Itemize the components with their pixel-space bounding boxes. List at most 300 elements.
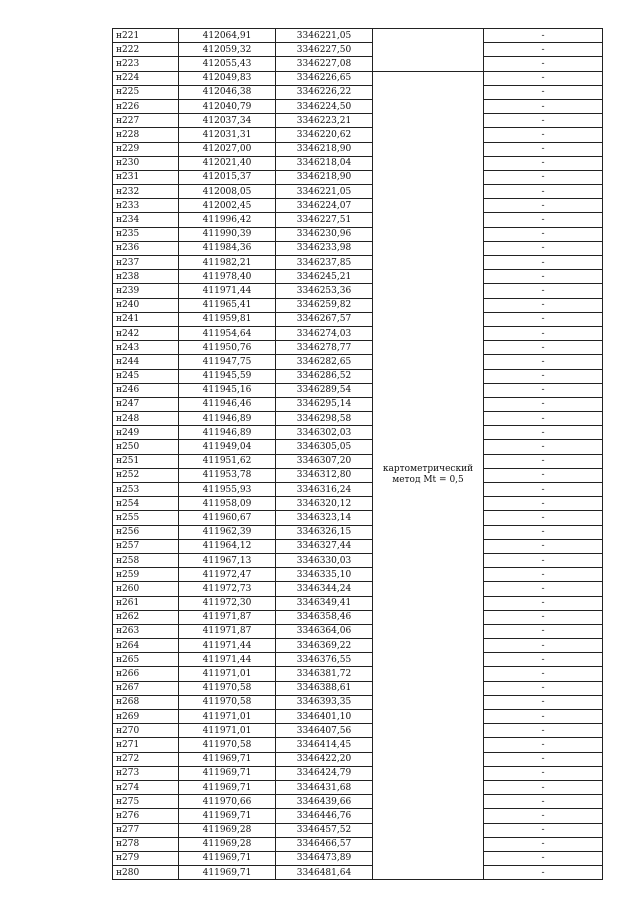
y-coordinate-cell: 3346253,36 [276, 284, 373, 298]
point-id-cell: н271 [113, 738, 179, 752]
y-coordinate-cell: 3346439,66 [276, 795, 373, 809]
y-coordinate-cell: 3346289,54 [276, 383, 373, 397]
point-id-cell: н228 [113, 128, 179, 142]
point-id-cell: н244 [113, 355, 179, 369]
y-coordinate-cell: 3346233,98 [276, 241, 373, 255]
y-coordinate-cell: 3346245,21 [276, 270, 373, 284]
x-coordinate-cell: 411955,93 [179, 483, 276, 497]
y-coordinate-cell: 3346358,46 [276, 610, 373, 624]
point-id-cell: н264 [113, 639, 179, 653]
y-coordinate-cell: 3346267,57 [276, 312, 373, 326]
table-row [113, 227, 603, 241]
x-coordinate-cell: 412027,00 [179, 142, 276, 156]
point-id-cell: н223 [113, 57, 179, 71]
description-cell: - [484, 610, 603, 624]
description-cell: - [484, 582, 603, 596]
description-cell: - [484, 156, 603, 170]
x-coordinate-cell: 412037,34 [179, 114, 276, 128]
x-coordinate-cell: 411996,42 [179, 213, 276, 227]
point-id-cell: н276 [113, 809, 179, 823]
table-row [113, 128, 603, 142]
description-cell: - [484, 766, 603, 780]
description-cell: - [484, 71, 603, 85]
table-row [113, 284, 603, 298]
description-cell: - [484, 241, 603, 255]
y-coordinate-cell: 3346218,04 [276, 156, 373, 170]
point-id-cell: н234 [113, 213, 179, 227]
description-cell: - [484, 170, 603, 184]
y-coordinate-cell: 3346401,10 [276, 710, 373, 724]
x-coordinate-cell: 411946,89 [179, 426, 276, 440]
y-coordinate-cell: 3346274,03 [276, 326, 373, 340]
x-coordinate-cell: 412021,40 [179, 156, 276, 170]
x-coordinate-cell: 411969,71 [179, 809, 276, 823]
description-cell: - [484, 227, 603, 241]
table-row [113, 355, 603, 369]
table-row [113, 142, 603, 156]
y-coordinate-cell: 3346307,20 [276, 454, 373, 468]
point-id-cell: н247 [113, 397, 179, 411]
y-coordinate-cell: 3346224,50 [276, 99, 373, 113]
description-cell: - [484, 312, 603, 326]
point-id-cell: н252 [113, 468, 179, 482]
table-row [113, 511, 603, 525]
description-cell: - [484, 326, 603, 340]
table-row [113, 710, 603, 724]
coordinates-table [112, 28, 603, 880]
description-cell: - [484, 837, 603, 851]
description-cell: - [484, 851, 603, 865]
table-row [113, 752, 603, 766]
y-coordinate-cell: 3346364,06 [276, 624, 373, 638]
table-row [113, 43, 603, 57]
table-row [113, 653, 603, 667]
x-coordinate-cell: 411949,04 [179, 440, 276, 454]
point-id-cell: н263 [113, 624, 179, 638]
point-id-cell: н275 [113, 795, 179, 809]
y-coordinate-cell: 3346414,45 [276, 738, 373, 752]
table-row [113, 639, 603, 653]
x-coordinate-cell: 411972,47 [179, 568, 276, 582]
description-cell: - [484, 624, 603, 638]
x-coordinate-cell: 411971,01 [179, 724, 276, 738]
x-coordinate-cell: 412008,05 [179, 185, 276, 199]
table-row [113, 241, 603, 255]
table-row [113, 85, 603, 99]
point-id-cell: н224 [113, 71, 179, 85]
point-id-cell: н250 [113, 440, 179, 454]
point-id-cell: н256 [113, 525, 179, 539]
x-coordinate-cell: 412031,31 [179, 128, 276, 142]
x-coordinate-cell: 411971,44 [179, 639, 276, 653]
table-row [113, 468, 603, 482]
description-cell: - [484, 341, 603, 355]
point-id-cell: н273 [113, 766, 179, 780]
table-row [113, 596, 603, 610]
point-id-cell: н229 [113, 142, 179, 156]
point-id-cell: н278 [113, 837, 179, 851]
table-row [113, 383, 603, 397]
point-id-cell: н254 [113, 497, 179, 511]
x-coordinate-cell: 411958,09 [179, 497, 276, 511]
x-coordinate-cell: 411965,41 [179, 298, 276, 312]
x-coordinate-cell: 411984,36 [179, 241, 276, 255]
description-cell: - [484, 57, 603, 71]
point-id-cell: н238 [113, 270, 179, 284]
x-coordinate-cell: 411969,28 [179, 823, 276, 837]
point-id-cell: н274 [113, 780, 179, 794]
x-coordinate-cell: 412015,37 [179, 170, 276, 184]
point-id-cell: н237 [113, 256, 179, 270]
x-coordinate-cell: 411964,12 [179, 539, 276, 553]
description-cell: - [484, 695, 603, 709]
table-row [113, 298, 603, 312]
y-coordinate-cell: 3346305,05 [276, 440, 373, 454]
point-id-cell: н277 [113, 823, 179, 837]
x-coordinate-cell: 412002,45 [179, 199, 276, 213]
point-id-cell: н259 [113, 568, 179, 582]
point-id-cell: н233 [113, 199, 179, 213]
x-coordinate-cell: 411953,78 [179, 468, 276, 482]
x-coordinate-cell: 411946,46 [179, 397, 276, 411]
table-row [113, 553, 603, 567]
table-row [113, 695, 603, 709]
point-id-cell: н267 [113, 681, 179, 695]
point-id-cell: н226 [113, 99, 179, 113]
description-cell: - [484, 199, 603, 213]
x-coordinate-cell: 411945,16 [179, 383, 276, 397]
description-cell: - [484, 142, 603, 156]
point-id-cell: н231 [113, 170, 179, 184]
y-coordinate-cell: 3346227,51 [276, 213, 373, 227]
y-coordinate-cell: 3346326,15 [276, 525, 373, 539]
y-coordinate-cell: 3346286,52 [276, 369, 373, 383]
y-coordinate-cell: 3346220,62 [276, 128, 373, 142]
point-id-cell: н246 [113, 383, 179, 397]
description-cell: - [484, 298, 603, 312]
table-row [113, 312, 603, 326]
description-cell: - [484, 809, 603, 823]
table-row [113, 823, 603, 837]
x-coordinate-cell: 412064,91 [179, 29, 276, 43]
description-cell: - [484, 369, 603, 383]
table-row [113, 851, 603, 865]
description-cell: - [484, 213, 603, 227]
table-row [113, 766, 603, 780]
point-id-cell: н266 [113, 667, 179, 681]
point-id-cell: н257 [113, 539, 179, 553]
table-row [113, 29, 603, 43]
description-cell: - [484, 667, 603, 681]
table-row [113, 326, 603, 340]
description-cell: - [484, 639, 603, 653]
x-coordinate-cell: 411972,73 [179, 582, 276, 596]
description-cell: - [484, 185, 603, 199]
table-row [113, 213, 603, 227]
y-coordinate-cell: 3346224,07 [276, 199, 373, 213]
x-coordinate-cell: 411947,75 [179, 355, 276, 369]
table-row [113, 795, 603, 809]
x-coordinate-cell: 411970,58 [179, 681, 276, 695]
x-coordinate-cell: 411971,01 [179, 667, 276, 681]
table-row [113, 483, 603, 497]
table-row [113, 539, 603, 553]
point-id-cell: н239 [113, 284, 179, 298]
y-coordinate-cell: 3346218,90 [276, 142, 373, 156]
description-cell: - [484, 780, 603, 794]
point-id-cell: н242 [113, 326, 179, 340]
coordinates-table-body [113, 29, 603, 880]
table-row [113, 780, 603, 794]
point-id-cell: н225 [113, 85, 179, 99]
table-row [113, 99, 603, 113]
y-coordinate-cell: 3346424,79 [276, 766, 373, 780]
y-coordinate-cell: 3346227,08 [276, 57, 373, 71]
method-note-line2: метод Mt = 0,5 [392, 475, 464, 486]
y-coordinate-cell: 3346237,85 [276, 256, 373, 270]
y-coordinate-cell: 3346422,20 [276, 752, 373, 766]
point-id-cell: н227 [113, 114, 179, 128]
y-coordinate-cell: 3346330,03 [276, 553, 373, 567]
point-id-cell: н249 [113, 426, 179, 440]
y-coordinate-cell: 3346320,12 [276, 497, 373, 511]
x-coordinate-cell: 411969,71 [179, 752, 276, 766]
y-coordinate-cell: 3346344,24 [276, 582, 373, 596]
x-coordinate-cell: 411945,59 [179, 369, 276, 383]
x-coordinate-cell: 411971,01 [179, 710, 276, 724]
table-row [113, 170, 603, 184]
table-row [113, 369, 603, 383]
table-row [113, 667, 603, 681]
description-cell: - [484, 440, 603, 454]
method-cell-empty [373, 29, 484, 72]
description-cell: - [484, 596, 603, 610]
x-coordinate-cell: 411971,87 [179, 624, 276, 638]
y-coordinate-cell: 3346278,77 [276, 341, 373, 355]
description-cell: - [484, 525, 603, 539]
y-coordinate-cell: 3346457,52 [276, 823, 373, 837]
table-row [113, 256, 603, 270]
description-cell: - [484, 43, 603, 57]
table-row [113, 497, 603, 511]
y-coordinate-cell: 3346466,57 [276, 837, 373, 851]
y-coordinate-cell: 3346259,82 [276, 298, 373, 312]
y-coordinate-cell: 3346323,14 [276, 511, 373, 525]
y-coordinate-cell: 3346298,58 [276, 412, 373, 426]
point-id-cell: н248 [113, 412, 179, 426]
table-row [113, 71, 603, 85]
x-coordinate-cell: 411946,89 [179, 412, 276, 426]
description-cell: - [484, 256, 603, 270]
y-coordinate-cell: 3346227,50 [276, 43, 373, 57]
table-row [113, 809, 603, 823]
description-cell: - [484, 710, 603, 724]
description-cell: - [484, 284, 603, 298]
point-id-cell: н270 [113, 724, 179, 738]
x-coordinate-cell: 412046,38 [179, 85, 276, 99]
description-cell: - [484, 539, 603, 553]
description-cell: - [484, 483, 603, 497]
point-id-cell: н232 [113, 185, 179, 199]
y-coordinate-cell: 3346302,03 [276, 426, 373, 440]
description-cell: - [484, 653, 603, 667]
y-coordinate-cell: 3346369,22 [276, 639, 373, 653]
description-cell: - [484, 553, 603, 567]
description-cell: - [484, 468, 603, 482]
point-id-cell: н280 [113, 866, 179, 880]
table-row [113, 156, 603, 170]
x-coordinate-cell: 411971,44 [179, 284, 276, 298]
x-coordinate-cell: 411959,81 [179, 312, 276, 326]
point-id-cell: н258 [113, 553, 179, 567]
description-cell: - [484, 795, 603, 809]
y-coordinate-cell: 3346223,21 [276, 114, 373, 128]
x-coordinate-cell: 411972,30 [179, 596, 276, 610]
y-coordinate-cell: 3346381,72 [276, 667, 373, 681]
description-cell: - [484, 29, 603, 43]
point-id-cell: н261 [113, 596, 179, 610]
y-coordinate-cell: 3346312,80 [276, 468, 373, 482]
point-id-cell: н235 [113, 227, 179, 241]
y-coordinate-cell: 3346221,05 [276, 29, 373, 43]
description-cell: - [484, 866, 603, 880]
x-coordinate-cell: 411971,87 [179, 610, 276, 624]
table-row [113, 341, 603, 355]
x-coordinate-cell: 412040,79 [179, 99, 276, 113]
y-coordinate-cell: 3346446,76 [276, 809, 373, 823]
y-coordinate-cell: 3346221,05 [276, 185, 373, 199]
x-coordinate-cell: 411971,44 [179, 653, 276, 667]
description-cell: - [484, 397, 603, 411]
table-row [113, 724, 603, 738]
point-id-cell: н268 [113, 695, 179, 709]
x-coordinate-cell: 411970,58 [179, 695, 276, 709]
table-row [113, 681, 603, 695]
table-row [113, 837, 603, 851]
point-id-cell: н272 [113, 752, 179, 766]
y-coordinate-cell: 3346388,61 [276, 681, 373, 695]
y-coordinate-cell: 3346431,68 [276, 780, 373, 794]
point-id-cell: н222 [113, 43, 179, 57]
description-cell: - [484, 355, 603, 369]
y-coordinate-cell: 3346218,90 [276, 170, 373, 184]
x-coordinate-cell: 412055,43 [179, 57, 276, 71]
table-row [113, 610, 603, 624]
y-coordinate-cell: 3346481,64 [276, 866, 373, 880]
point-id-cell: н240 [113, 298, 179, 312]
description-cell: - [484, 412, 603, 426]
description-cell: - [484, 426, 603, 440]
x-coordinate-cell: 411969,71 [179, 780, 276, 794]
point-id-cell: н255 [113, 511, 179, 525]
description-cell: - [484, 128, 603, 142]
y-coordinate-cell: 3346393,35 [276, 695, 373, 709]
point-id-cell: н221 [113, 29, 179, 43]
y-coordinate-cell: 3346295,14 [276, 397, 373, 411]
x-coordinate-cell: 411970,58 [179, 738, 276, 752]
point-id-cell: н243 [113, 341, 179, 355]
x-coordinate-cell: 411969,71 [179, 851, 276, 865]
point-id-cell: н245 [113, 369, 179, 383]
x-coordinate-cell: 411978,40 [179, 270, 276, 284]
table-row [113, 454, 603, 468]
description-cell: - [484, 497, 603, 511]
table-row [113, 412, 603, 426]
x-coordinate-cell: 411970,66 [179, 795, 276, 809]
y-coordinate-cell: 3346230,96 [276, 227, 373, 241]
description-cell: - [484, 568, 603, 582]
description-cell: - [484, 114, 603, 128]
table-row [113, 270, 603, 284]
table-row [113, 866, 603, 880]
description-cell: - [484, 454, 603, 468]
description-cell: - [484, 99, 603, 113]
point-id-cell: н269 [113, 710, 179, 724]
description-cell: - [484, 738, 603, 752]
table-row [113, 397, 603, 411]
method-note-line1: картометрический [382, 464, 474, 475]
x-coordinate-cell: 411990,39 [179, 227, 276, 241]
description-cell: - [484, 383, 603, 397]
x-coordinate-cell: 412049,83 [179, 71, 276, 85]
y-coordinate-cell: 3346376,55 [276, 653, 373, 667]
y-coordinate-cell: 3346349,41 [276, 596, 373, 610]
description-cell: - [484, 270, 603, 284]
x-coordinate-cell: 411950,76 [179, 341, 276, 355]
description-cell: - [484, 681, 603, 695]
x-coordinate-cell: 411962,39 [179, 525, 276, 539]
x-coordinate-cell: 411954,64 [179, 326, 276, 340]
y-coordinate-cell: 3346473,89 [276, 851, 373, 865]
point-id-cell: н279 [113, 851, 179, 865]
table-row [113, 568, 603, 582]
x-coordinate-cell: 411982,21 [179, 256, 276, 270]
description-cell: - [484, 85, 603, 99]
x-coordinate-cell: 411960,67 [179, 511, 276, 525]
table-row [113, 57, 603, 71]
point-id-cell: н230 [113, 156, 179, 170]
point-id-cell: н251 [113, 454, 179, 468]
y-coordinate-cell: 3346327,44 [276, 539, 373, 553]
y-coordinate-cell: 3346226,65 [276, 71, 373, 85]
table-row [113, 582, 603, 596]
table-row [113, 114, 603, 128]
table-row [113, 525, 603, 539]
x-coordinate-cell: 411967,13 [179, 553, 276, 567]
point-id-cell: н262 [113, 610, 179, 624]
y-coordinate-cell: 3346282,65 [276, 355, 373, 369]
x-coordinate-cell: 411969,71 [179, 866, 276, 880]
point-id-cell: н260 [113, 582, 179, 596]
table-row [113, 738, 603, 752]
point-id-cell: н265 [113, 653, 179, 667]
y-coordinate-cell: 3346226,22 [276, 85, 373, 99]
point-id-cell: н253 [113, 483, 179, 497]
x-coordinate-cell: 411951,62 [179, 454, 276, 468]
description-cell: - [484, 511, 603, 525]
method-cell [373, 71, 484, 880]
y-coordinate-cell: 3346407,56 [276, 724, 373, 738]
table-row [113, 624, 603, 638]
table-row [113, 199, 603, 213]
table-row [113, 440, 603, 454]
description-cell: - [484, 823, 603, 837]
y-coordinate-cell: 3346335,10 [276, 568, 373, 582]
x-coordinate-cell: 411969,28 [179, 837, 276, 851]
point-id-cell: н241 [113, 312, 179, 326]
x-coordinate-cell: 411969,71 [179, 766, 276, 780]
point-id-cell: н236 [113, 241, 179, 255]
